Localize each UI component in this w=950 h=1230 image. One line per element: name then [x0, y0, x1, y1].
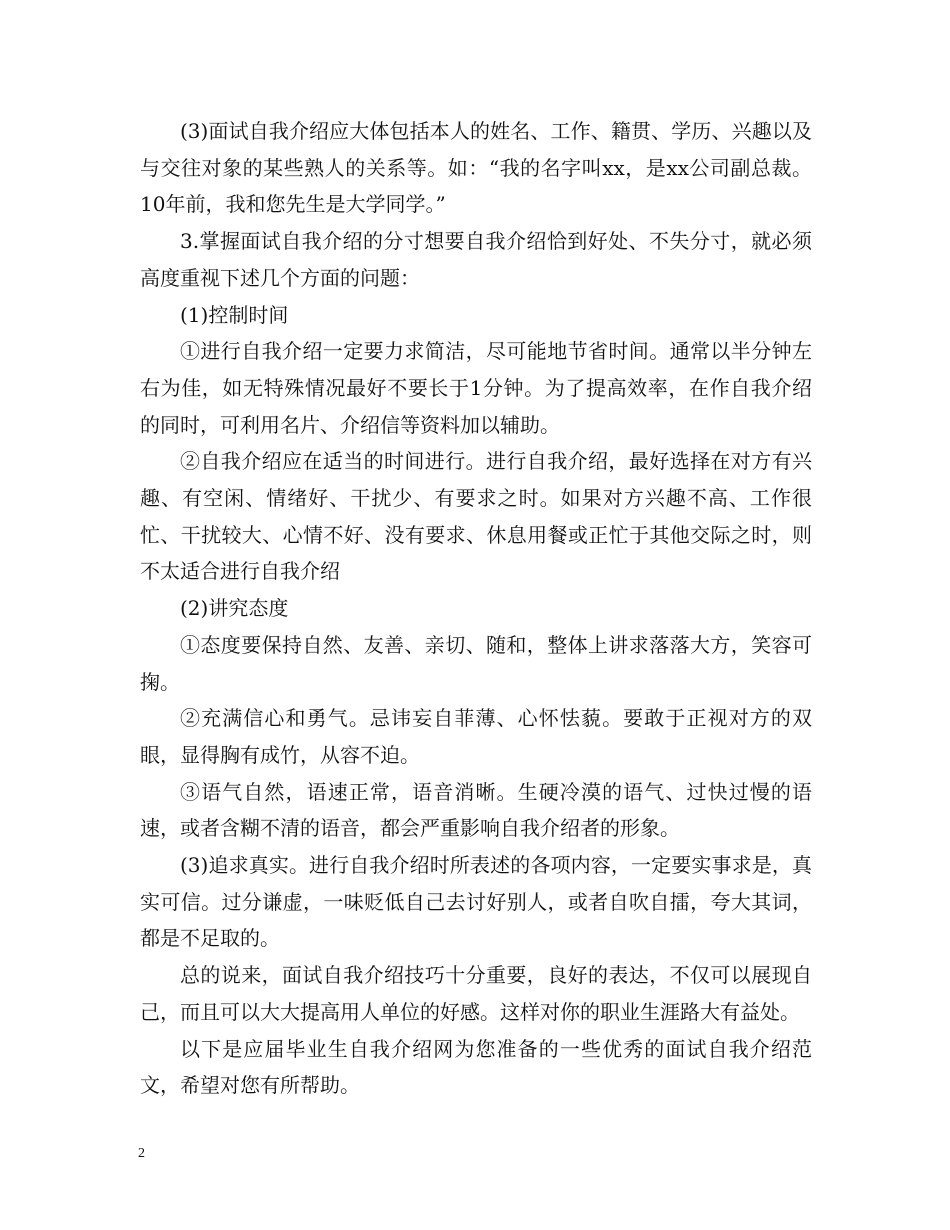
paragraph-attitude-point-2: ②充满信心和勇气。忌讳妄自菲薄、心怀怯藐。要敢于正视对方的双眼，显得胸有成竹，从容不迫。: [140, 706, 812, 767]
paragraph-closing: 以下是应届毕业生自我介绍网为您准备的一些优秀的面试自我介绍范文，希望对您有所帮助。: [140, 1036, 812, 1098]
paragraph-summary: 总的说来，面试自我介绍技巧十分重要，良好的表达，不仅可以展现自己，而且可以大大提高用人单位的好感。这样对你的职业生涯路大有益处。: [140, 963, 812, 1024]
paragraph-intro-content: (3)面试自我介绍应大体包括本人的姓名、工作、籍贯、学历、兴趣以及与交往对象的某些熟人的关系等。如：“我的名字叫xx，是xx公司副总裁。10年前，我和您先生是大学同学。”: [140, 119, 812, 217]
document-body: [140, 113, 812, 1104]
page-number: 2: [138, 1146, 145, 1161]
paragraph-attitude-heading: (2)讲究态度: [180, 596, 289, 621]
paragraph-attitude-point-3: ③语气自然，语速正常，语音消晰。生硬冷漠的语气、过快过慢的语速，或者含糊不清的语音，都会严重影响自我介绍者的形象。: [140, 779, 812, 841]
paragraph-authenticity: (3)追求真实。进行自我介绍时所表述的各项内容，一定要实事求是，真实可信。过分谦虚，一味贬低自己去讨好别人，或者自吹自擂，夸大其词，都是不足取的。: [140, 853, 812, 951]
paragraph-time-point-1: ①进行自我介绍一定要力求简洁，尽可能地节省时间。通常以半分钟左右为佳，如无特殊情况最好不要长于1分钟。为了提高效率，在作自我介绍的同时，可利用名片、介绍信等资料加以辅助。: [140, 339, 812, 437]
paragraph-time-point-2: ②自我介绍应在适当的时间进行。进行自我介绍，最好选择在对方有兴趣、有空闲、情绪好、干扰少、有要求之时。如果对方兴趣不高、工作很忙、干扰较大、心情不好、没有要求、休息用餐或正忙于其他交际之时，则不太适合进行自我介绍: [140, 449, 812, 584]
paragraph-control-time-heading: (1)控制时间: [180, 302, 289, 327]
paragraph-attitude-point-1: ①态度要保持自然、友善、亲切、随和，整体上讲求落落大方，笑容可掬。: [140, 632, 812, 694]
paragraph-section-3-heading: 3.掌握面试自我介绍的分寸想要自我介绍恰到好处、不失分寸，就必须高度重视下述几个方面的问题：: [140, 229, 812, 290]
